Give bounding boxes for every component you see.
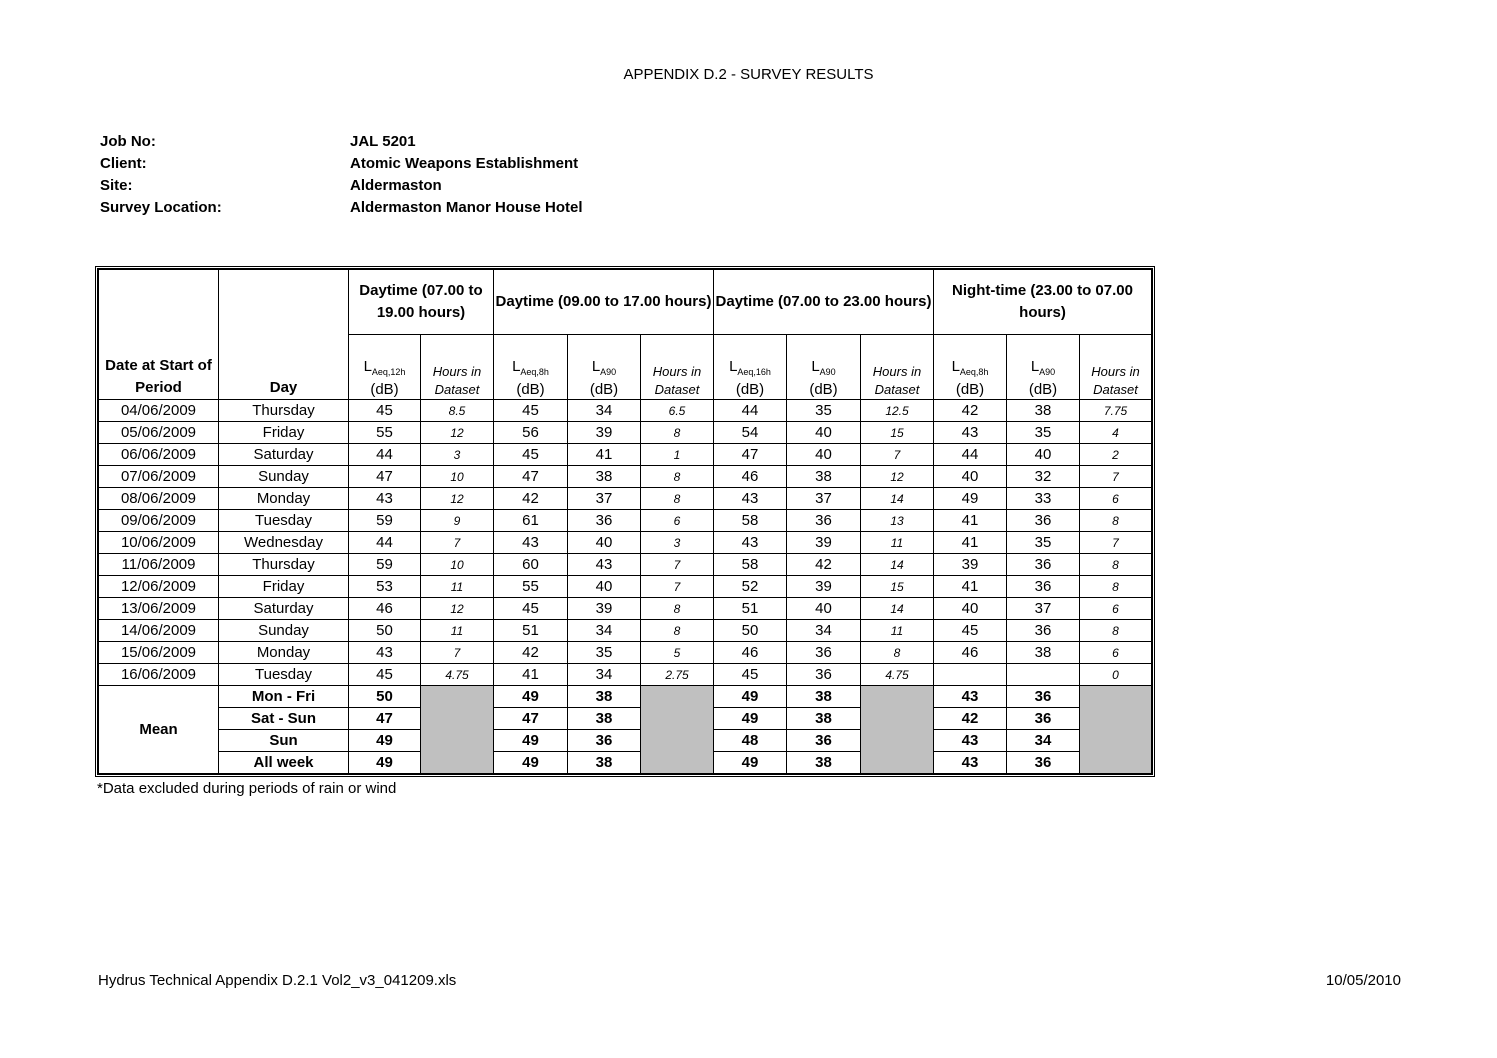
mean-value-cell: 47 [349, 708, 421, 730]
mean-value-cell: 36 [1007, 752, 1080, 774]
meta-row-job [100, 131, 583, 153]
value-cell: 39 [934, 554, 1007, 576]
hours-cell: 7 [421, 642, 494, 664]
hours-cell: 7 [641, 554, 714, 576]
table-row [99, 422, 1152, 444]
day-cell: Sunday [219, 466, 349, 488]
hours-cell: 8 [641, 488, 714, 510]
mean-value-cell: 36 [1007, 686, 1080, 708]
value-cell: 39 [787, 576, 861, 598]
date-cell: 12/06/2009 [99, 576, 219, 598]
table-row [99, 598, 1152, 620]
value-cell: 43 [568, 554, 641, 576]
hours-cell: 15 [861, 576, 934, 598]
value-cell: 56 [494, 422, 568, 444]
hours-cell: 6 [641, 510, 714, 532]
hours-cell: 11 [861, 532, 934, 554]
hours-cell: 8 [1080, 510, 1152, 532]
value-cell: 42 [494, 488, 568, 510]
mean-blank-cell [861, 686, 934, 774]
value-cell: 36 [787, 664, 861, 686]
mean-value-cell: 43 [934, 686, 1007, 708]
value-cell: 45 [349, 400, 421, 422]
mean-value-cell: 36 [568, 730, 641, 752]
value-cell: 41 [494, 664, 568, 686]
day-cell: Sunday [219, 620, 349, 642]
survey-results-table [98, 269, 1152, 774]
value-cell: 34 [568, 664, 641, 686]
hours-cell: 13 [861, 510, 934, 532]
value-cell: 36 [1007, 620, 1080, 642]
value-cell: 37 [1007, 598, 1080, 620]
header-group-day16: Daytime (07.00 to 23.00 hours) [714, 270, 934, 335]
meta-row-site [100, 175, 583, 197]
value-cell: 32 [1007, 466, 1080, 488]
value-cell: 34 [568, 400, 641, 422]
value-cell: 44 [934, 444, 1007, 466]
page-title: APPENDIX D.2 - SURVEY RESULTS [623, 66, 874, 83]
footnote: *Data excluded during periods of rain or wind [97, 780, 397, 797]
value-cell: 38 [568, 466, 641, 488]
footer-date: 10/05/2010 [1325, 972, 1401, 989]
mean-value-cell: 38 [568, 752, 641, 774]
hours-cell: 6 [1080, 488, 1152, 510]
hours-cell: 11 [421, 620, 494, 642]
day-cell: Tuesday [219, 510, 349, 532]
value-cell: 35 [1007, 532, 1080, 554]
value-cell: 40 [787, 598, 861, 620]
header-day: Day [219, 270, 349, 400]
value-cell [1007, 664, 1080, 686]
hours-cell: 8 [861, 642, 934, 664]
table-row [99, 554, 1152, 576]
meta-label: Site: [100, 177, 133, 194]
value-cell: 43 [714, 488, 787, 510]
mean-value-cell: 49 [714, 686, 787, 708]
value-cell: 43 [494, 532, 568, 554]
hours-cell: 2 [1080, 444, 1152, 466]
mean-value-cell: 50 [349, 686, 421, 708]
value-cell: 36 [787, 510, 861, 532]
value-cell: 45 [494, 598, 568, 620]
meta-value: Aldermaston [350, 177, 442, 194]
day-cell: Friday [219, 576, 349, 598]
hours-cell: 5 [641, 642, 714, 664]
mean-period-label: Mon - Fri [219, 686, 349, 708]
day-cell: Saturday [219, 598, 349, 620]
value-cell: 49 [934, 488, 1007, 510]
header-hours: Hours in Dataset [861, 335, 934, 400]
survey-table-frame [95, 266, 1155, 777]
hours-cell: 12.5 [861, 400, 934, 422]
value-cell: 39 [787, 532, 861, 554]
hours-cell: 3 [641, 532, 714, 554]
header-group-night: Night-time (23.00 to 07.00 hours) [934, 270, 1152, 335]
value-cell: 40 [934, 598, 1007, 620]
meta-row-client [100, 153, 583, 175]
day-cell: Thursday [219, 554, 349, 576]
value-cell: 60 [494, 554, 568, 576]
mean-value-cell: 43 [934, 730, 1007, 752]
mean-value-cell: 38 [787, 752, 861, 774]
mean-period-label: All week [219, 752, 349, 774]
hours-cell: 8 [641, 466, 714, 488]
value-cell: 52 [714, 576, 787, 598]
date-cell: 13/06/2009 [99, 598, 219, 620]
header-date: Date at Start of Period [99, 270, 219, 400]
value-cell: 55 [494, 576, 568, 598]
value-cell: 41 [934, 576, 1007, 598]
header-laeq16: $L_{Aeq,16h}$ (dB) [714, 335, 787, 400]
hours-cell: 15 [861, 422, 934, 444]
hours-cell: 7 [1080, 532, 1152, 554]
value-cell: 55 [349, 422, 421, 444]
mean-value-cell: 38 [787, 708, 861, 730]
value-cell: 37 [787, 488, 861, 510]
day-cell: Friday [219, 422, 349, 444]
mean-value-cell: 36 [1007, 708, 1080, 730]
hours-cell: 8 [1080, 554, 1152, 576]
meta-row-location [100, 197, 583, 219]
value-cell: 40 [1007, 444, 1080, 466]
date-cell: 09/06/2009 [99, 510, 219, 532]
hours-cell: 1 [641, 444, 714, 466]
value-cell: 36 [787, 642, 861, 664]
day-cell: Saturday [219, 444, 349, 466]
meta-label: Job No: [100, 133, 156, 150]
value-cell: 34 [568, 620, 641, 642]
value-cell: 41 [568, 444, 641, 466]
hours-cell: 0 [1080, 664, 1152, 686]
value-cell: 46 [714, 642, 787, 664]
hours-cell: 2.75 [641, 664, 714, 686]
hours-cell: 3 [421, 444, 494, 466]
value-cell: 53 [349, 576, 421, 598]
value-cell: 59 [349, 510, 421, 532]
value-cell: 44 [349, 532, 421, 554]
header-hours: Hours in Dataset [641, 335, 714, 400]
hours-cell: 10 [421, 466, 494, 488]
hours-cell: 10 [421, 554, 494, 576]
table-body [99, 400, 1152, 686]
value-cell: 41 [934, 532, 1007, 554]
value-cell: 46 [934, 642, 1007, 664]
date-cell: 11/06/2009 [99, 554, 219, 576]
hours-cell: 6 [1080, 598, 1152, 620]
hours-cell: 11 [861, 620, 934, 642]
value-cell: 42 [787, 554, 861, 576]
value-cell: 45 [349, 664, 421, 686]
hours-cell: 12 [421, 422, 494, 444]
mean-value-cell: 49 [494, 730, 568, 752]
mean-value-cell: 49 [494, 752, 568, 774]
value-cell: 50 [714, 620, 787, 642]
value-cell: 46 [714, 466, 787, 488]
mean-value-cell: 49 [714, 752, 787, 774]
mean-row [99, 730, 1152, 752]
value-cell: 42 [934, 400, 1007, 422]
table-row [99, 444, 1152, 466]
hours-cell: 9 [421, 510, 494, 532]
value-cell: 39 [568, 598, 641, 620]
hours-cell: 7 [1080, 466, 1152, 488]
header-group-day12: Daytime (07.00 to 19.00 hours) [349, 270, 494, 335]
date-cell: 15/06/2009 [99, 642, 219, 664]
value-cell: 45 [494, 444, 568, 466]
value-cell: 47 [349, 466, 421, 488]
hours-cell: 12 [421, 488, 494, 510]
date-cell: 06/06/2009 [99, 444, 219, 466]
hours-cell: 6 [1080, 642, 1152, 664]
value-cell: 45 [934, 620, 1007, 642]
mean-blank-cell [421, 686, 494, 774]
value-cell: 51 [494, 620, 568, 642]
table-row [99, 532, 1152, 554]
value-cell: 43 [349, 488, 421, 510]
mean-value-cell: 38 [568, 686, 641, 708]
hours-cell: 8.5 [421, 400, 494, 422]
hours-cell: 14 [861, 554, 934, 576]
value-cell: 35 [787, 400, 861, 422]
date-cell: 05/06/2009 [99, 422, 219, 444]
hours-cell: 8 [641, 620, 714, 642]
value-cell: 44 [349, 444, 421, 466]
hours-cell: 7 [421, 532, 494, 554]
hours-cell: 4.75 [421, 664, 494, 686]
mean-period-label: Sun [219, 730, 349, 752]
mean-value-cell: 38 [787, 686, 861, 708]
value-cell: 35 [1007, 422, 1080, 444]
value-cell: 37 [568, 488, 641, 510]
mean-value-cell: 49 [494, 686, 568, 708]
value-cell: 36 [568, 510, 641, 532]
value-cell: 51 [714, 598, 787, 620]
table-row [99, 466, 1152, 488]
day-cell: Monday [219, 642, 349, 664]
mean-label: Mean [99, 686, 219, 774]
date-cell: 14/06/2009 [99, 620, 219, 642]
hours-cell: 8 [641, 598, 714, 620]
date-cell: 07/06/2009 [99, 466, 219, 488]
meta-value: Aldermaston Manor House Hotel [350, 199, 583, 216]
hours-cell: 8 [1080, 576, 1152, 598]
mean-period-label: Sat - Sun [219, 708, 349, 730]
value-cell: 46 [349, 598, 421, 620]
table-row [99, 642, 1152, 664]
value-cell: 47 [494, 466, 568, 488]
hours-cell: 8 [1080, 620, 1152, 642]
table-row [99, 510, 1152, 532]
hours-cell: 7.75 [1080, 400, 1152, 422]
value-cell: 59 [349, 554, 421, 576]
hours-cell: 11 [421, 576, 494, 598]
hours-cell: 12 [861, 466, 934, 488]
mean-value-cell: 42 [934, 708, 1007, 730]
hours-cell: 4.75 [861, 664, 934, 686]
table-row [99, 576, 1152, 598]
value-cell: 47 [714, 444, 787, 466]
value-cell: 40 [568, 532, 641, 554]
value-cell: 38 [1007, 400, 1080, 422]
table-row [99, 488, 1152, 510]
value-cell: 33 [1007, 488, 1080, 510]
mean-value-cell: 43 [934, 752, 1007, 774]
value-cell: 58 [714, 510, 787, 532]
value-cell: 36 [1007, 576, 1080, 598]
mean-blank-cell [1080, 686, 1152, 774]
date-cell: 08/06/2009 [99, 488, 219, 510]
value-cell: 54 [714, 422, 787, 444]
hours-cell: 8 [641, 422, 714, 444]
mean-value-cell: 34 [1007, 730, 1080, 752]
value-cell: 36 [1007, 510, 1080, 532]
header-hours: Hours in Dataset [1080, 335, 1152, 400]
mean-value-cell: 49 [714, 708, 787, 730]
value-cell: 61 [494, 510, 568, 532]
value-cell: 40 [568, 576, 641, 598]
header-hours: Hours in Dataset [421, 335, 494, 400]
value-cell: 44 [714, 400, 787, 422]
value-cell: 43 [714, 532, 787, 554]
value-cell: 35 [568, 642, 641, 664]
mean-row [99, 752, 1152, 774]
hours-cell: 12 [421, 598, 494, 620]
date-cell: 04/06/2009 [99, 400, 219, 422]
header-laeq8-night: $L_{Aeq,8h}$ (dB) [934, 335, 1007, 400]
job-meta [100, 131, 583, 219]
value-cell: 50 [349, 620, 421, 642]
mean-row [99, 708, 1152, 730]
hours-cell: 6.5 [641, 400, 714, 422]
hours-cell: 14 [861, 598, 934, 620]
mean-value-cell: 47 [494, 708, 568, 730]
header-la90: $L_{A90}$ (dB) [787, 335, 861, 400]
value-cell: 40 [787, 422, 861, 444]
value-cell: 38 [787, 466, 861, 488]
mean-value-cell: 38 [568, 708, 641, 730]
mean-value-cell: 49 [349, 730, 421, 752]
hours-cell: 14 [861, 488, 934, 510]
day-cell: Thursday [219, 400, 349, 422]
header-group-day8: Daytime (09.00 to 17.00 hours) [494, 270, 714, 335]
value-cell: 40 [787, 444, 861, 466]
header-laeq8: $L_{Aeq,8h}$ (dB) [494, 335, 568, 400]
table-row [99, 664, 1152, 686]
value-cell: 45 [494, 400, 568, 422]
day-cell: Monday [219, 488, 349, 510]
mean-blank-cell [641, 686, 714, 774]
table-row [99, 400, 1152, 422]
value-cell: 40 [934, 466, 1007, 488]
value-cell [934, 664, 1007, 686]
table-row [99, 620, 1152, 642]
footer-filename: Hydrus Technical Appendix D.2.1 Vol2_v3_041209.xls [98, 972, 457, 989]
hours-cell: 7 [641, 576, 714, 598]
header-laeq12: $L_{Aeq,12h}$ (dB) [349, 335, 421, 400]
value-cell: 36 [1007, 554, 1080, 576]
mean-value-cell: 36 [787, 730, 861, 752]
hours-cell: 4 [1080, 422, 1152, 444]
header-la90: $L_{A90}$ (dB) [568, 335, 641, 400]
meta-label: Client: [100, 155, 147, 172]
day-cell: Tuesday [219, 664, 349, 686]
value-cell: 34 [787, 620, 861, 642]
value-cell: 38 [1007, 642, 1080, 664]
mean-body [99, 686, 1152, 774]
date-cell: 10/06/2009 [99, 532, 219, 554]
hours-cell: 7 [861, 444, 934, 466]
meta-label: Survey Location: [100, 199, 222, 216]
date-cell: 16/06/2009 [99, 664, 219, 686]
mean-value-cell: 48 [714, 730, 787, 752]
value-cell: 45 [714, 664, 787, 686]
value-cell: 42 [494, 642, 568, 664]
day-cell: Wednesday [219, 532, 349, 554]
value-cell: 58 [714, 554, 787, 576]
header-la90: $L_{A90}$ (dB) [1007, 335, 1080, 400]
value-cell: 43 [934, 422, 1007, 444]
value-cell: 43 [349, 642, 421, 664]
mean-value-cell: 49 [349, 752, 421, 774]
meta-value: JAL 5201 [350, 133, 416, 150]
meta-value: Atomic Weapons Establishment [350, 155, 579, 172]
value-cell: 39 [568, 422, 641, 444]
value-cell: 41 [934, 510, 1007, 532]
mean-row [99, 686, 1152, 708]
